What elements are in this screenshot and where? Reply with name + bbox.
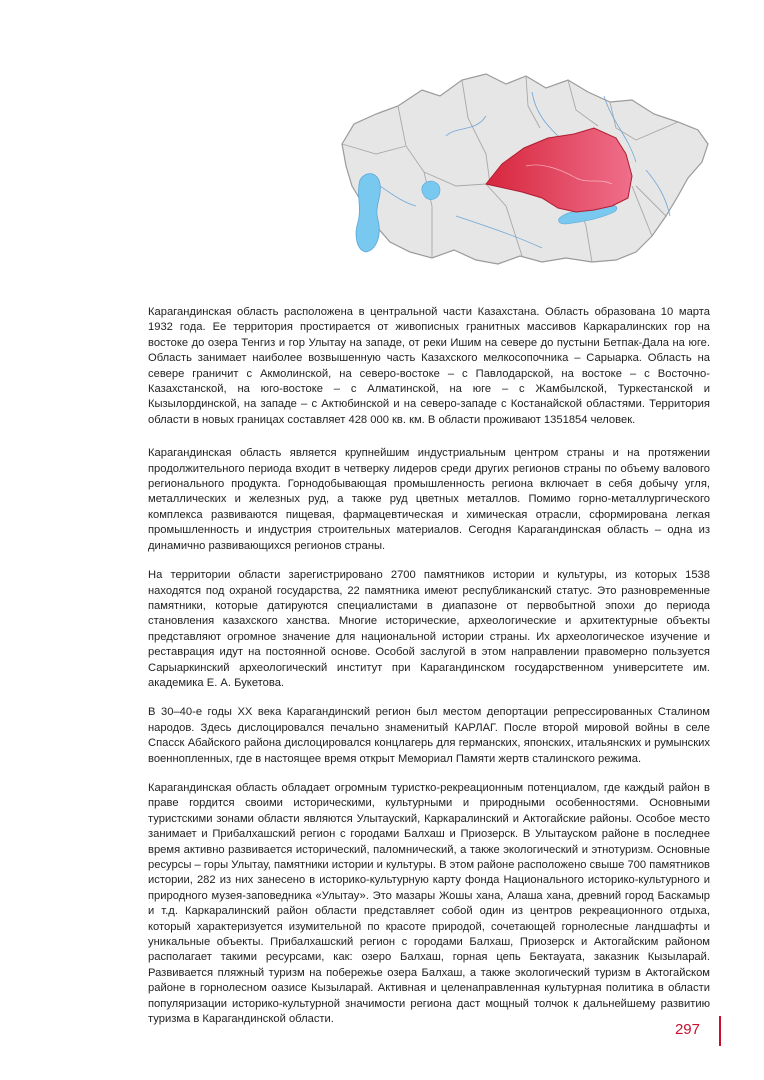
- paragraph: Карагандинская область расположена в центральной части Казахстана. Область образована 10 марта 1932 года. Ее территория простирается от живописных гранитных массивов Каркаралинских гор на востоке до озера Тенгиз и гор Улытау на западе, от реки Ишим на севере до пустыни Бетпак-Дала на юге. Область занимает наиболее возвышенную часть Казахского мелкосопочника – Сарыарка. Область на севере граничит с Акмолинской, на северо-востоке – с Павлодарской, на востоке – с Восточно-Казахстанской, на юго-востоке – с Алматинской, на юге – с Жамбылской, Туркестанской и Кызылординской, на западе – с Актюбинской и на северо-западе с Костанайской областями. Территория области в новых границах составляет 428 000 кв. км. В области проживают 1351854 человек.: [148, 306, 710, 426]
- paragraph: В 30–40-е годы XX века Карагандинский регион был местом депортации репрессированных Сталином народов. Здесь дислоцировался печально знаменитый КАРЛАГ. После второй мировой войны в селе Спасск Абайского района дислоцировался концлагерь для германских, японских, итальянских и румынских военнопленных, где в настоящее время открыт Мемориал Памяти жертв сталинского режима.: [148, 706, 710, 765]
- paragraph: Карагандинская область является крупнейшим индустриальным центром страны и на протяжении продолжительного периода входит в четверку лидеров среди других регионов страны по объему валового регионального продукта. Горнодобывающая промышленность региона включает в себя добычу угля, металлических и железных руд, а также руд цветных металлов. Помимо горно-металлургического комплекса развиваются пищевая, фармацевтическая и химическая отрасли, сформирована легкая промышленность и индустрия строительных материалов. Сегодня Карагандинская область – одна из динамично развивающихся регионов страны.: [148, 447, 710, 552]
- article-body: [148, 305, 710, 1041]
- page-number-divider: [719, 1016, 721, 1046]
- kazakhstan-region-map-icon: [336, 66, 712, 272]
- page-number: 297: [674, 1021, 700, 1038]
- paragraph: Карагандинская область обладает огромным туристко-рекреационным потенциалом, где каждый район в праве гордится своими историческими, культурными и природными особенностями. Основными туристскими зонами области являются Улытауский, Каркаралинский и Актогайские районы. Особое место занимает и Прибалхашский регион с городами Балхаш и Приозерск. В Улытауском районе в последнее время активно развивается исторический, паломнический, а также экологический и этнотуризм. Основные ресурсы – горы Улытау, памятники истории и культуры. В этом районе расположено свыше 700 памятников истории, 282 из них занесено в историко-культурную карту фонда Национального историко-культурного и природного музея-заповедника «Улытау». Это мазары Жошы хана, Алаша хана, древний город Баскамыр и т.д. Каркаралинский район области представляет собой один из центров рекреационного отдыха, который характеризуется изумительной по красоте природой, сочетающей горнолесные ландшафты и уникальные объекты. Прибалхашский регион с городами Балхаш, Приозерск и Актогайским районом располагает такими ресурсами, как: озеро Балхаш, горная цепь Бектауата, заказник Кызыларай. Развивается пляжный туризм на побережье озера Балхаш, а также экологический туризм в Актогайском районе в горнолесном оазисе Кызыларай. Активная и целенаправленная культурная политика в области популяризации историко-культурной значимости региона даст мощный толчок к дальнейшему развитию туризма в Карагандинской области.: [148, 781, 711, 1026]
- paragraph: На территории области зарегистрировано 2700 памятников истории и культуры, из которых 1538 находятся под охраной государства, 22 памятника имеют республиканский статус. Это разновременные памятники, которые датируются специалистами в диапазоне от первобытной эпохи до периода становления казахского ханства. Многие исторические, археологические и архитектурные объекты представляют огромное значение для национальной истории страны. Их археологическое изучение и реставрация идут на постоянной основе. Особой заслугой в этом направлении правомерно пользуется Сарыаркинский археологический институт при Карагандинском государственном университете им. академика Е. А. Букетова.: [148, 569, 710, 689]
